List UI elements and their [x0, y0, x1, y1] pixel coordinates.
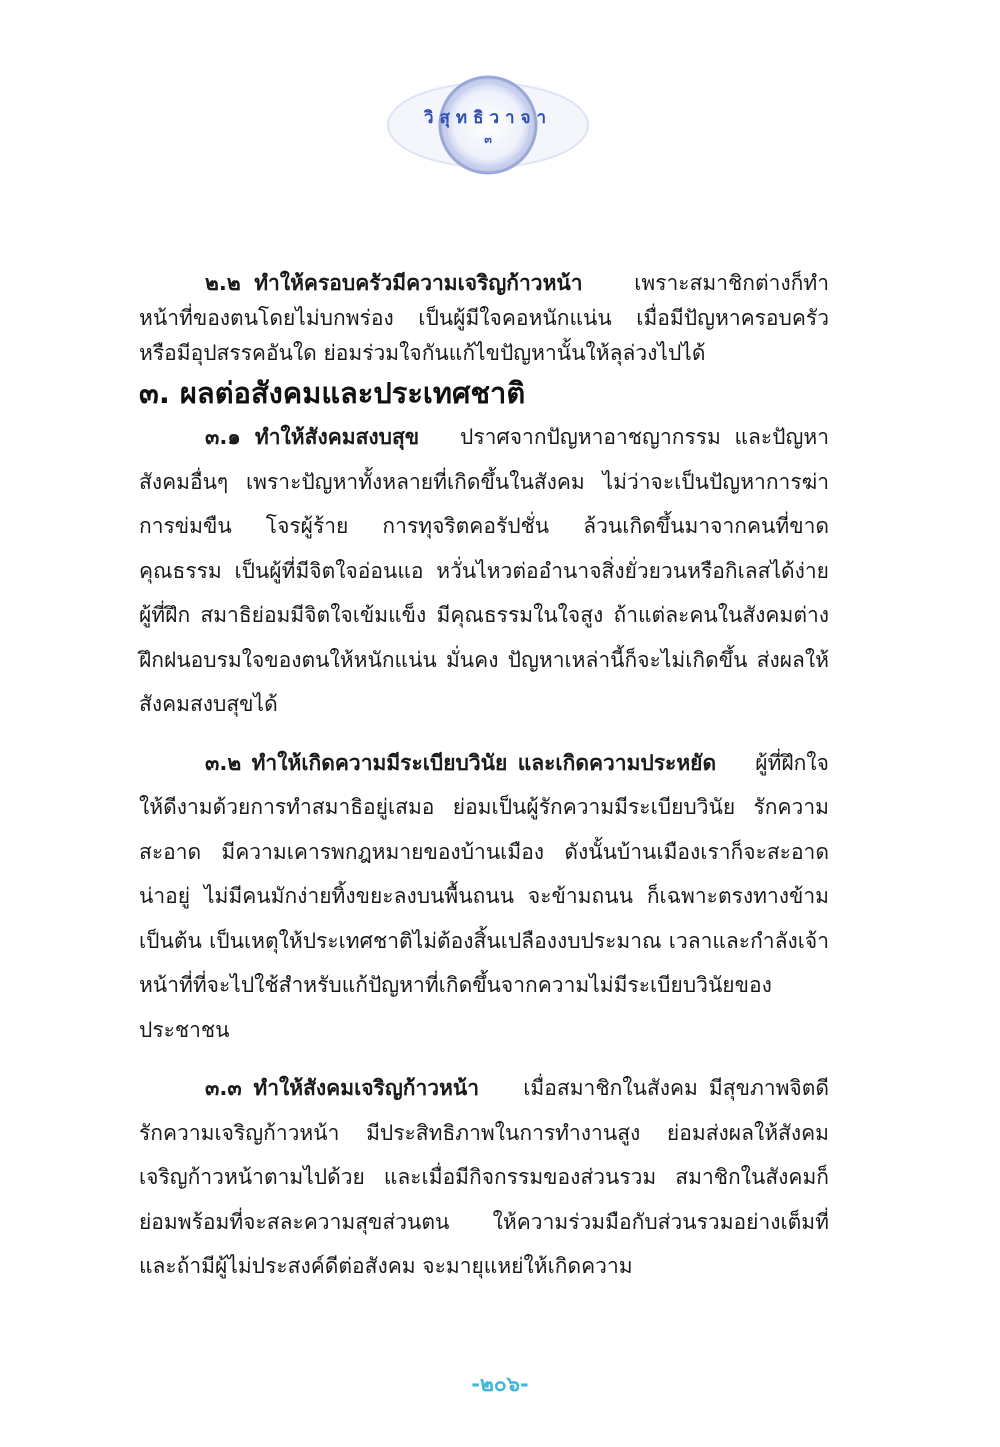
header-logo: [384, 64, 592, 186]
section-title-3: ๓. ผลต่อสังคมและประเทศชาติ: [139, 376, 526, 410]
paragraph-3-1: [139, 415, 829, 727]
heading-3-2: ๓.๒ ทำให้เกิดความมีระเบียบวินัย และเกิดความประหยัด: [205, 750, 717, 775]
paragraph-2-2: [139, 266, 829, 371]
logo-title: วิสุทธิวาจา: [423, 108, 553, 128]
body-3-1: ปราศจากปัญหาอาชญากรรม และปัญหาสังคมอื่นๆ เพราะปัญหาทั้งหลายที่เกิดขึ้นในสังคม ไม่ว่าจะเป็นปัญหาการฆ่า การข่มขืน โจรผู้ร้าย การทุจริตคอรัปชั่น ล้วนเกิดขึ้นมาจากคนที่ขาดคุณธรรม เป็นผู้ที่มีจิตใจอ่อนแอ หวั่นไหวต่ออำนาจสิ่งยั่วยวนหรือกิเลสได้ง่าย ผู้ที่ฝึก สมาธิย่อมมีจิตใจเข้มแข็ง มีคุณธรรมในใจสูง ถ้าแต่ละคนในสังคมต่างฝึกฝนอบรมใจของตนให้หนักแน่น มั่นคง ปัญหาเหล่านี้ก็จะไม่เกิดขึ้น ส่งผลให้ สังคมสงบสุขได้: [139, 425, 829, 716]
paragraph-3-3: [139, 1066, 829, 1289]
logo-subtitle: ๓: [484, 133, 492, 146]
heading-3-3: ๓.๓ ทำให้สังคมเจริญก้าวหน้า: [205, 1076, 480, 1100]
page-number: -๒๐๖-: [471, 1372, 529, 1396]
page-content: [139, 266, 829, 1289]
body-3-3: เมื่อสมาชิกในสังคม มีสุขภาพจิตดี รักความเจริญก้าวหน้า มีประสิทธิภาพในการทำงานสูง ย่อมส่งผลให้สังคมเจริญก้าวหน้าตามไปด้วย และเมื่อมีกิจกรรมของส่วนรวม สมาชิกในสังคมก็ย่อมพร้อมที่จะสละความสุขส่วนตน ให้ความร่วมมือกับส่วนรวมอย่างเต็มที่ และถ้ามีผู้ไม่ประสงค์ดีต่อสังคม จะมายุแหย่ให้เกิดความ: [139, 1076, 829, 1278]
heading-2-2: ๒.๒ ทำให้ครอบครัวมีความเจริญก้าวหน้า: [205, 271, 583, 295]
body-3-2: ผู้ที่ฝึกใจ ให้ดีงามด้วยการทำสมาธิอยู่เสมอ ย่อมเป็นผู้รักความมีระเบียบวินัย รักความ สะอาด มีความเคารพกฎหมายของบ้านเมือง ดังนั้นบ้านเมืองเราก็จะสะอาด น่าอยู่ ไม่มีคนมักง่ายทิ้งขยะลงบนพื้นถนน จะข้ามถนน ก็เฉพาะตรงทางข้าม เป็นต้น เป็นเหตุให้ประเทศชาติไม่ต้องสิ้นเปลืองงบประมาณ เวลาและกำลังเจ้าหน้าที่ที่จะไปใช้สำหรับแก้ปัญหาที่เกิดขึ้นจากความไม่มีระเบียบวินัยของประชาชน: [139, 750, 829, 1042]
body-2-2: เพราะสมาชิกต่างก็ทำหน้าที่ของตนโดยไม่บกพร่อง เป็นผู้มีใจคอหนักแน่น เมื่อมีปัญหาครอบครัวหรือมีอุปสรรคอันใด ย่อมร่วมใจกันแก้ไขปัญหานั้นให้ลุล่วงไปได้: [139, 271, 830, 365]
heading-3-1: ๓.๑ ทำให้สังคมสงบสุข: [205, 425, 420, 449]
paragraph-3-2: [139, 741, 829, 1053]
